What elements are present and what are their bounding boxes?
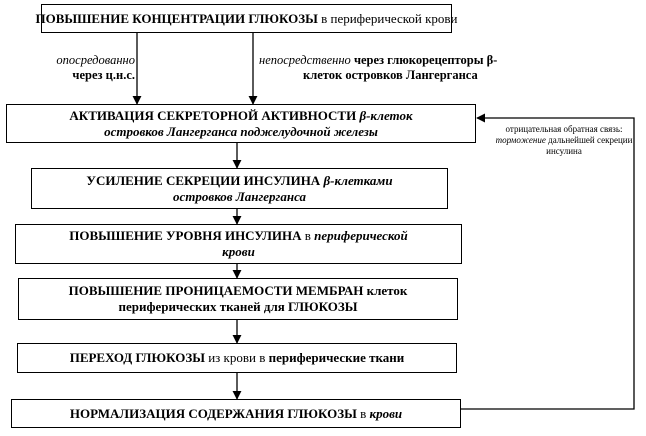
box-glucose-increase-text: ПОВЫШЕНИЕ КОНЦЕНТРАЦИИ ГЛЮКОЗЫ в периферической крови: [35, 10, 458, 26]
label-indirect-path: [39, 53, 135, 83]
box-glucose-increase: [35, 4, 458, 33]
box-insulin-secretion: УСИЛЕНИЕ СЕКРЕЦИИ ИНСУЛИНА β-клетками островков Лангерганса: [31, 168, 448, 209]
label-indirect-strong: через ц.н.с.: [72, 68, 135, 82]
feedback-loop-arrow: [461, 118, 634, 409]
box-membrane-permeability: ПОВЫШЕНИЕ ПРОНИЦАЕМОСТИ МЕМБРАН клеток периферических тканей для ГЛЮКОЗЫ: [18, 278, 458, 320]
feedback-note: отрицательная обратная связь: торможение дальнейшей секреции инсулина: [495, 124, 633, 156]
box-insulin-level: ПОВЫШЕНИЕ УРОВНЯ ИНСУЛИНА в периферической крови: [15, 224, 462, 264]
label-direct-path: [259, 53, 497, 83]
box-secretory-activation: АКТИВАЦИЯ СЕКРЕТОРНОЙ АКТИВНОСТИ β-клеток островков Лангерганса поджелудочной железы: [6, 104, 476, 143]
box-glucose-normalization: НОРМАЛИЗАЦИЯ СОДЕРЖАНИЯ ГЛЮКОЗЫ в крови: [11, 399, 461, 428]
box-glucose-transfer: ПЕРЕХОД ГЛЮКОЗЫ из крови в периферические ткани: [17, 343, 457, 373]
label-direct-strong-2: клеток островков Лангерганса: [303, 68, 478, 82]
label-direct-strong-1: через глюкорецепторы β-: [350, 53, 498, 67]
label-indirect-italic: опосредованно: [56, 53, 135, 67]
label-direct-italic: непосредственно: [259, 53, 351, 67]
